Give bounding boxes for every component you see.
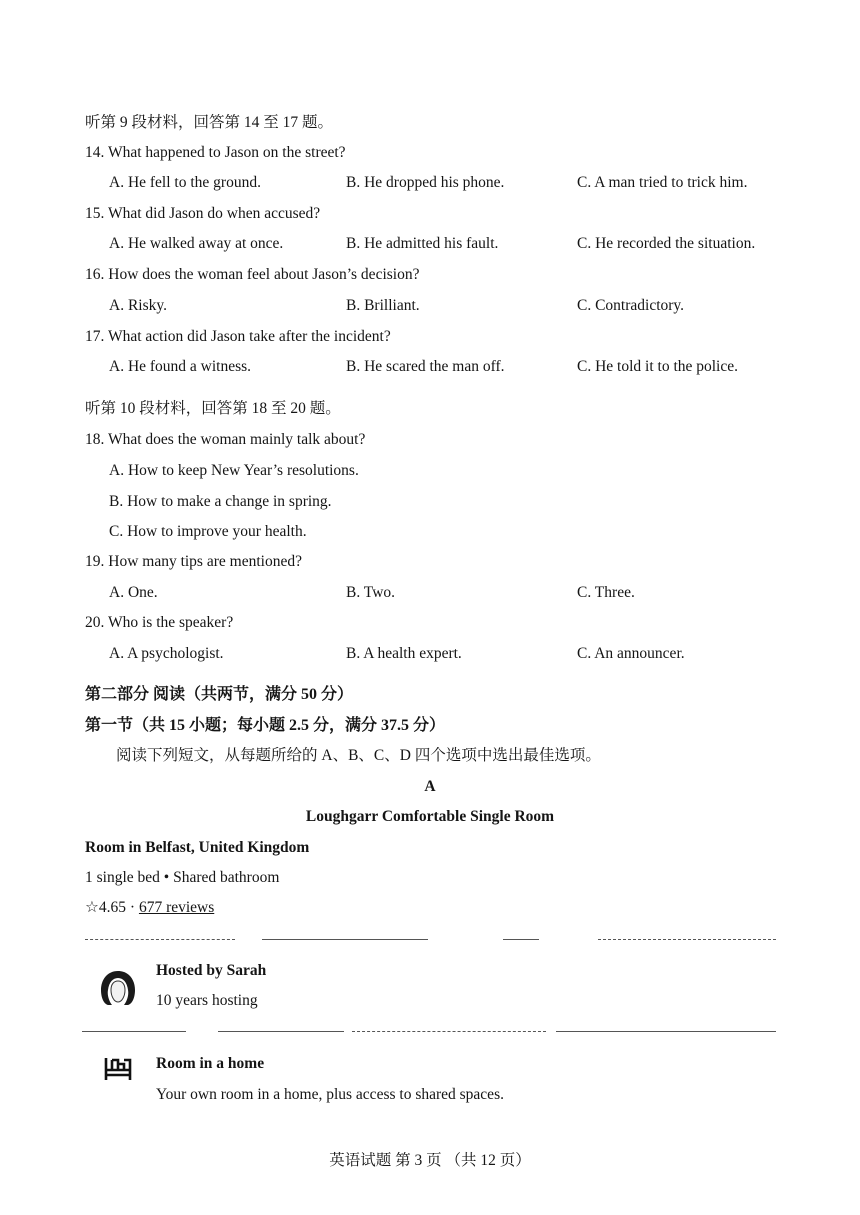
- question-18-option-b: B. How to make a change in spring.: [109, 493, 332, 510]
- question-16-option-b: B. Brilliant.: [346, 297, 420, 314]
- question-17-stem: 17. What action did Jason take after the incident?: [85, 328, 391, 345]
- divider-2c: [352, 1031, 546, 1032]
- question-20-option-a: A. A psychologist.: [109, 645, 224, 662]
- listing-rating: [85, 899, 214, 917]
- question-16-option-a: A. Risky.: [109, 297, 167, 314]
- divider-2d: [556, 1031, 776, 1032]
- question-20-stem: 20. Who is the speaker?: [85, 614, 234, 631]
- room-type: Room in a home: [156, 1055, 265, 1072]
- bed-icon: [104, 1056, 132, 1082]
- question-19-option-c: C. Three.: [577, 584, 635, 601]
- listing-title: Loughgarr Comfortable Single Room: [305, 808, 555, 825]
- divider-2a: [82, 1031, 186, 1032]
- question-15-stem: 15. What did Jason do when accused?: [85, 205, 321, 222]
- page-footer: 英语试题 第 3 页 （共 12 页）: [329, 1152, 531, 1169]
- question-14-stem: 14. What happened to Jason on the street?: [85, 144, 346, 161]
- reading-section-title: 第一节（共 15 小题；每小题 2.5 分，满分 37.5 分）: [85, 717, 446, 734]
- question-15-option-b: B. He admitted his fault.: [346, 235, 499, 252]
- question-15-option-c: C. He recorded the situation.: [577, 235, 756, 252]
- divider-2b: [218, 1031, 344, 1032]
- question-14-option-b: B. He dropped his phone.: [346, 174, 505, 191]
- question-16-option-c: C. Contradictory.: [577, 297, 685, 314]
- question-17-option-b: B. He scared the man off.: [346, 358, 505, 375]
- divider-1b: [262, 939, 428, 940]
- listing-location: Room in Belfast, United Kingdom: [85, 839, 310, 856]
- listing-details: 1 single bed • Shared bathroom: [85, 869, 280, 886]
- divider-1c: [503, 939, 539, 940]
- host-name: Hosted by Sarah: [156, 962, 267, 979]
- rating-value: ☆4.65 ·: [85, 899, 136, 916]
- divider-1d: [598, 939, 776, 940]
- question-18-option-a: A. How to keep New Year’s resolutions.: [109, 462, 359, 479]
- question-14-option-a: A. He fell to the ground.: [109, 174, 261, 191]
- passage-letter: A: [424, 778, 436, 795]
- section10-instruction: 听第 10 段材料，回答第 18 至 20 题。: [85, 400, 341, 417]
- question-19-option-b: B. Two.: [346, 584, 396, 601]
- question-20-option-c: C. An announcer.: [577, 645, 685, 662]
- reading-part-title: 第二部分 阅读（共两节，满分 50 分）: [85, 686, 354, 703]
- question-20-option-b: B. A health expert.: [346, 645, 462, 662]
- question-18-option-c: C. How to improve your health.: [109, 523, 307, 540]
- host-years: 10 years hosting: [156, 992, 258, 1009]
- divider-1a: [85, 939, 235, 940]
- question-19-stem: 19. How many tips are mentioned?: [85, 553, 302, 570]
- section9-instruction: 听第 9 段材料，回答第 14 至 17 题。: [85, 114, 334, 131]
- reviews-link[interactable]: 677 reviews: [138, 899, 215, 916]
- question-17-option-a: A. He found a witness.: [109, 358, 252, 375]
- question-18-stem: 18. What does the woman mainly talk about?: [85, 431, 366, 448]
- question-14-option-c: C. A man tried to trick him.: [577, 174, 748, 191]
- question-16-stem: 16. How does the woman feel about Jason’s decision?: [85, 266, 420, 283]
- question-17-option-c: C. He told it to the police.: [577, 358, 739, 375]
- question-15-option-a: A. He walked away at once.: [109, 235, 284, 252]
- reading-instruction: 阅读下列短文，从每题所给的 A、B、C、D 四个选项中选出最佳选项。: [116, 747, 601, 764]
- host-avatar-icon: [98, 968, 138, 1008]
- room-description: Your own room in a home, plus access to shared spaces.: [156, 1086, 504, 1103]
- question-19-option-a: A. One.: [109, 584, 158, 601]
